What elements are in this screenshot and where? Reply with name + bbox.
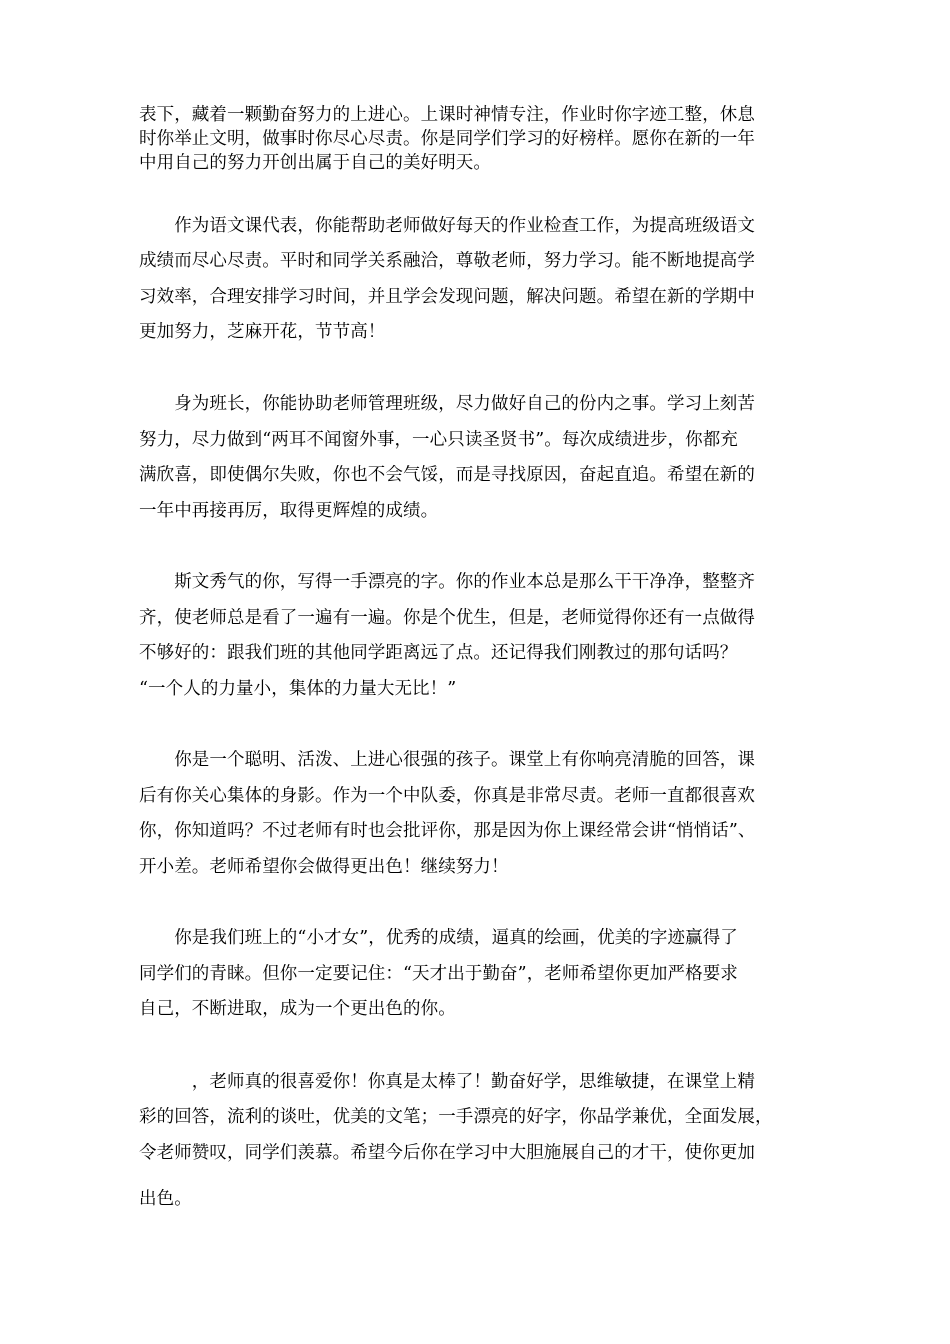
text-line: 时你举止文明，做事时你尽心尽责。你是同学们学习的好榜样。愿你在新的一年 — [139, 129, 755, 149]
text-line: 彩的回答，流利的谈吐，优美的文笔；一手漂亮的好字，你品学兼优，全面发展， — [139, 1107, 773, 1127]
text-line: 你是我们班上的“小才女”，优秀的成绩，逼真的绘画，优美的字迹赢得了 — [139, 928, 738, 948]
text-line: 身为班长，你能协助老师管理班级，尽力做好自己的份内之事。学习上刻苦 — [139, 394, 755, 414]
text-line: 同学们的青睐。但你一定要记住：“天才出于勤奋”，老师希望你更加严格要求 — [139, 964, 738, 984]
text-line: 不够好的：跟我们班的其他同学距离远了点。还记得我们刚教过的那句话吗？ — [139, 643, 738, 663]
text-line: 一年中再接再厉，取得更辉煌的成绩。 — [139, 501, 439, 521]
text-line: 表下，藏着一颗勤奋努力的上进心。上课时神情专注，作业时你字迹工整，休息 — [139, 105, 755, 125]
text-line: 出色。 — [139, 1189, 192, 1209]
text-line: 令老师赞叹，同学们羡慕。希望今后你在学习中大胆施展自己的才干，使你更加 — [139, 1143, 755, 1163]
text-line: 开小差。老师希望你会做得更出色！继续努力！ — [139, 857, 509, 877]
text-line: 自己，不断进取，成为一个更出色的你。 — [139, 999, 456, 1019]
text-line: 你，你知道吗？不过老师有时也会批评你，那是因为你上课经常会讲“悄悄话”、 — [139, 821, 756, 841]
text-line: “一个人的力量小，集体的力量大无比！” — [139, 679, 457, 699]
text-line: 努力，尽力做到“两耳不闻窗外事，一心只读圣贤书”。每次成绩进步，你都充 — [139, 430, 738, 450]
text-line: 斯文秀气的你，写得一手漂亮的字。你的作业本总是那么干干净净，整整齐 — [139, 572, 755, 592]
text-line: ，老师真的很喜爱你！你真是太棒了！勤奋好学，思维敏捷，在课堂上精 — [139, 1072, 755, 1092]
text-line: 更加努力，芝麻开花，节节高！ — [139, 322, 386, 342]
text-line: 作为语文课代表，你能帮助老师做好每天的作业检查工作，为提高班级语文 — [139, 216, 755, 236]
text-line: 后有你关心集体的身影。作为一个中队委，你真是非常尽责。老师一直都很喜欢 — [139, 786, 755, 806]
text-line: 满欣喜，即使偶尔失败，你也不会气馁，而是寻找原因，奋起直追。希望在新的 — [139, 465, 755, 485]
text-line: 你是一个聪明、活泼、上进心很强的孩子。课堂上有你响亮清脆的回答，课 — [139, 750, 755, 770]
text-line: 习效率，合理安排学习时间，并且学会发现问题，解决问题。希望在新的学期中 — [139, 287, 755, 307]
text-line: 齐，使老师总是看了一遍有一遍。你是个优生，但是，老师觉得你还有一点做得 — [139, 608, 755, 628]
text-line: 成绩而尽心尽责。平时和同学关系融洽，尊敬老师，努力学习。能不断地提高学 — [139, 251, 755, 271]
text-line: 中用自己的努力开创出属于自己的美好明天。 — [139, 153, 491, 173]
